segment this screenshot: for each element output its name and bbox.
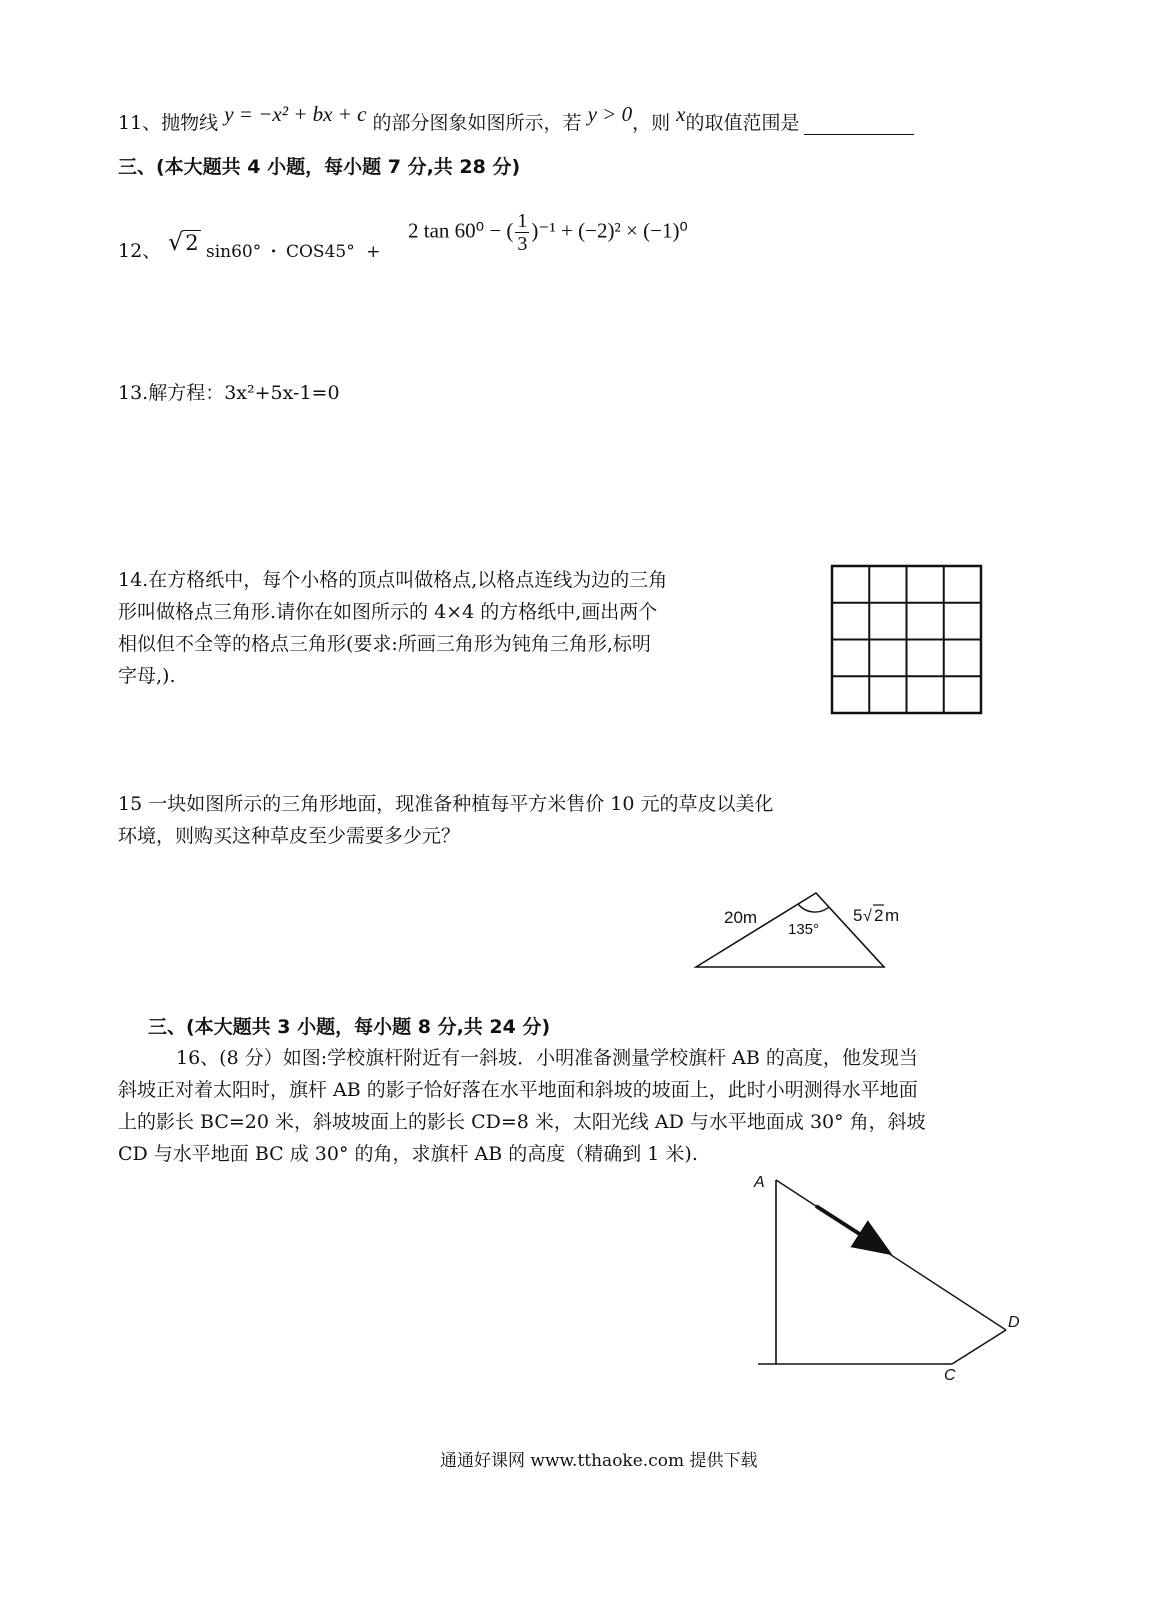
q15-line-2: 环境，则购买这种草皮至少需要多少元？	[118, 825, 461, 847]
flagpole-figure	[748, 1170, 1038, 1390]
q11-var: x	[676, 102, 686, 126]
question-15	[118, 788, 773, 852]
q12-sqrt-arg: 2	[185, 231, 199, 255]
slope-cd	[952, 1330, 1006, 1364]
angle-label: 135°	[788, 921, 820, 938]
q11-comma: ，则	[632, 112, 671, 134]
side-label-right-coef: 5	[853, 906, 863, 925]
sqrt-sign: √	[863, 908, 872, 925]
q11-condition: y > 0	[587, 102, 633, 126]
angle-arc	[798, 904, 829, 912]
q16-line-2: 斜坡正对着太阳时，旗杆 AB 的影子恰好落在水平地面和斜坡的坡面上，此时小明测得水平地面	[118, 1079, 918, 1101]
side-label-right-unit: m	[885, 906, 900, 925]
sun-arrow	[816, 1206, 886, 1251]
q16-line-4: CD 与水平地面 BC 成 30° 的角，求旗杆 AB 的高度（精确到 1 米).	[118, 1143, 698, 1165]
q16-line-3: 上的影长 BC=20 米，斜坡坡面上的影长 CD=8 米，太阳光线 AD 与水平地面成 30° 角，斜坡	[118, 1111, 926, 1133]
question-13: 13.解方程：3x²+5x-1=0	[118, 382, 340, 404]
grid-4x4	[830, 564, 984, 716]
q12-num: 12、	[118, 240, 162, 262]
label-d: D	[1008, 1314, 1020, 1331]
q12-trig	[206, 242, 380, 262]
label-c: C	[944, 1367, 956, 1384]
q12-cos: COS45°	[285, 242, 355, 262]
q14-line-3: 相似但不全等的格点三角形(要求:所画三角形为钝角三角形,标明	[118, 633, 651, 655]
q12-plus: +	[366, 242, 381, 262]
q12-expression	[408, 210, 688, 255]
q12-expr-rest: )⁻¹ + (−2)² × (−1)⁰	[531, 218, 688, 243]
q12-sin: sin60°	[206, 242, 262, 262]
question-16	[118, 1042, 926, 1170]
page-footer: 通通好课网 www.tthaoke.com 提供下载	[440, 1451, 758, 1471]
question-14	[118, 564, 738, 692]
section-heading-3a: 三、(本大题共 4 小题，每小题 7 分,共 28 分)	[118, 156, 521, 178]
label-a: A	[754, 1174, 765, 1191]
q15-line-1: 15 一块如图所示的三角形地面，现准备种植每平方米售价 10 元的草皮以美化	[118, 793, 774, 815]
question-11	[118, 102, 914, 135]
q11-prefix: 11、抛物线	[118, 112, 219, 134]
sqrt-symbol: √	[168, 228, 184, 256]
side-label-left: 20m	[724, 908, 758, 927]
question-12	[118, 236, 161, 263]
q11-suffix: 的取值范围是	[685, 112, 800, 134]
q12-sqrt	[168, 228, 201, 256]
q12-dot: ·	[270, 242, 277, 262]
q14-line-4: 字母,).	[118, 665, 176, 687]
sunray-ad	[776, 1180, 1006, 1330]
q16-line-1: 16、(8 分）如图:学校旗杆附近有一斜坡．小明准备测量学校旗杆 AB 的高度，他发现当	[176, 1047, 918, 1069]
q12-frac-den: 3	[517, 233, 528, 255]
side-label-right-rad: 2	[874, 906, 884, 925]
q12-fraction	[515, 210, 529, 255]
answer-blank	[804, 116, 914, 135]
q12-expr-tan: 2 tan 60⁰ − (	[408, 218, 514, 243]
q11-mid: 的部分图象如图所示，若	[372, 112, 582, 134]
q14-line-1: 14.在方格纸中，每个小格的顶点叫做格点,以格点连线为边的三角	[118, 569, 668, 591]
q11-formula: y = −x² + bx + c	[224, 102, 367, 126]
q12-frac-num: 1	[517, 210, 528, 232]
triangle-figure	[690, 890, 920, 972]
q14-line-2: 形叫做格点三角形.请你在如图所示的 4×4 的方格纸中,画出两个	[118, 601, 658, 623]
section-heading-3b: 三、(本大题共 3 小题，每小题 8 分,共 24 分)	[148, 1016, 551, 1038]
